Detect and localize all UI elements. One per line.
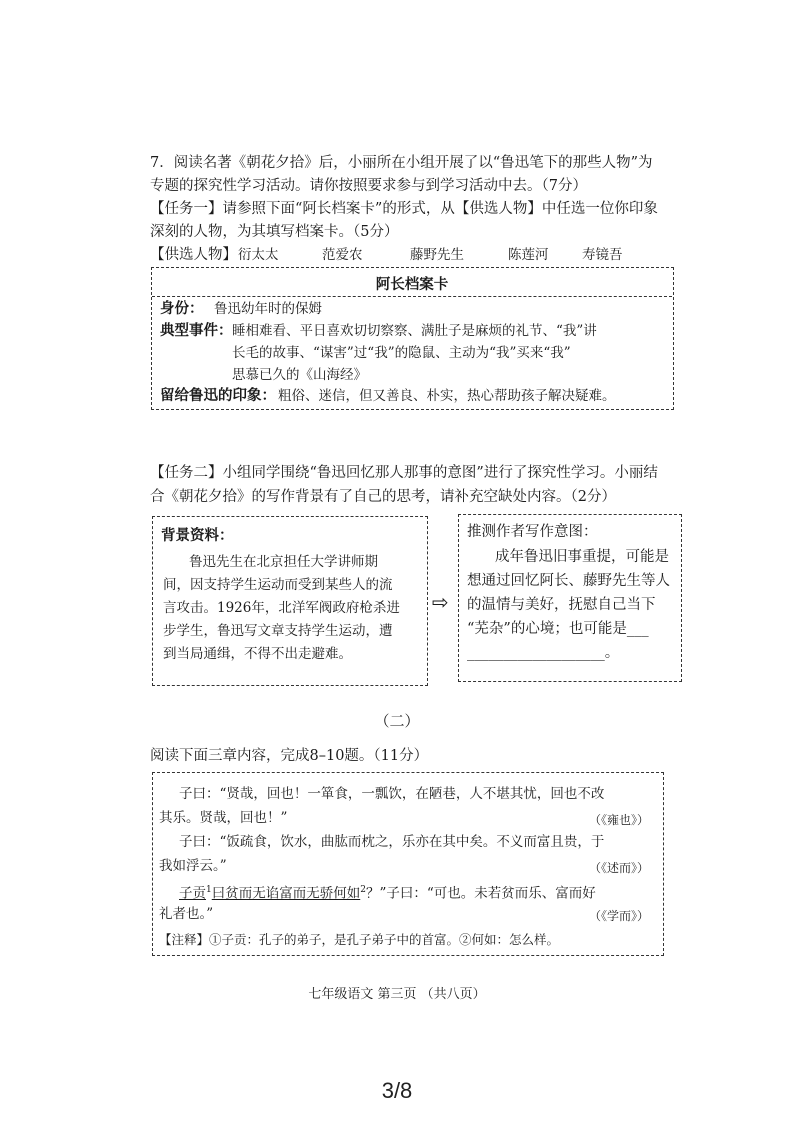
impression-value: 粗俗、迷信，但又善良、朴实，热心帮助孩子解决疑难。 [278, 388, 616, 404]
ch1-line1: 子曰：“贤哉，回也！一箪食，一瓢饮，在陋巷，人不堪其忧，回也不改 [179, 786, 605, 802]
ch2-line2: 我如浮云。” [159, 858, 227, 874]
section-heading: （二） [374, 712, 420, 730]
archive-card [151, 267, 674, 410]
guess-line-3: 的温情与美好，抚慰自己当下 [467, 597, 656, 613]
background-title: 背景资料： [161, 527, 234, 544]
background-line-1: 鲁迅先生在北京担任大学讲师期 [189, 554, 378, 570]
guess-line-1: 成年鲁迅旧事重提，可能是 [495, 549, 669, 565]
page-footer: 七年级语文 第三页 （共八页） [308, 987, 486, 1002]
archive-card-title: 阿长档案卡 [375, 276, 449, 293]
task1-line2: 深刻的人物，为其填写档案卡。（5分） [150, 224, 399, 240]
events-line3: 思慕已久的《山海经》 [232, 367, 367, 383]
background-line-4: 步学生，鲁迅写文章支持学生运动，遭 [163, 623, 393, 639]
task1-line1: 【任务一】请参照下面“阿长档案卡”的形式，从【供选人物】中任选一位你印象 [150, 201, 658, 217]
identity-label: 身份： [160, 300, 204, 317]
background-line-5: 到当局通缉，不得不出走避难。 [163, 646, 352, 662]
events-label: 典型事件： [160, 322, 233, 339]
candidate-5: 寿镜吾 [582, 247, 623, 263]
guess-box [458, 514, 682, 682]
ch3-source: （《学而》） [588, 909, 649, 923]
ch3-mid: 曰贫而无谄富而无骄何如 [211, 885, 361, 902]
guess-line-2: 想通过回忆阿长、藤野先生等人 [467, 573, 670, 589]
arrow-right-icon: ⇨ [432, 590, 449, 614]
ch3-line2: 礼者也。” [159, 906, 214, 922]
events-line1: 睡相难看、平日喜欢切切察察、满肚子是麻烦的礼节、“我”讲 [232, 323, 597, 339]
section2-intro: 阅读下面三章内容，完成8–10题。（11分） [150, 748, 429, 764]
q7-line2: 专题的探究性学习活动。请你按照要求参与到学习活动中去。（7分） [150, 178, 587, 194]
ch3-sup2: 2 [360, 885, 366, 895]
guess-blank-end: ___________________。 [467, 645, 620, 661]
archive-card-divider [152, 296, 672, 297]
ch3-name: 子贡 [179, 885, 206, 902]
task2-line1: 【任务二】小组同学围绕“鲁迅回忆那人那事的意图”进行了探究性学习。小丽结 [150, 465, 658, 481]
ch3-sup1: 1 [206, 885, 212, 895]
candidate-4: 陈莲河 [508, 247, 549, 263]
events-line2: 长毛的故事、“谋害”过“我”的隐鼠、主动为“我”买来“我” [232, 345, 571, 361]
ch3-rest: ？”子曰：“可也。未若贫而乐、富而好 [365, 885, 596, 902]
ch2-source: （《述而》） [588, 861, 649, 875]
guess-line-4: “芜杂”的心境；也可能是___ [467, 621, 649, 637]
candidates-label: 【供选人物】 [150, 247, 237, 263]
annotation-note: 【注释】①子贡：孔子的弟子，是孔子弟子中的首富。②何如：怎么样。 [159, 932, 560, 947]
candidate-1: 衍太太 [238, 247, 279, 263]
impression-label: 留给鲁迅的印象： [160, 387, 276, 404]
ch1-source: （《雍也》） [588, 813, 649, 827]
task2-line2: 合《朝花夕拾》的写作背景有了自己的思考，请补充空缺处内容。（2分） [150, 489, 616, 505]
ch1-line2: 其乐。贤哉，回也！” [159, 810, 288, 826]
analects-box [152, 772, 664, 956]
guess-title: 推测作者写作意图： [467, 524, 598, 540]
candidate-3: 藤野先生 [410, 247, 464, 263]
background-box [152, 516, 428, 686]
identity-value: 鲁迅幼年时的保姆 [214, 301, 322, 317]
page-counter: 3/8 [381, 1078, 413, 1103]
q7-line1: 7．阅读名著《朝花夕拾》后，小丽所在小组开展了以“鲁迅笔下的那些人物”为 [150, 155, 653, 171]
candidate-2: 范爱农 [322, 247, 363, 263]
ch2-line1: 子曰：“饭疏食，饮水，曲肱而枕之，乐亦在其中矣。不义而富且贵，于 [179, 834, 605, 850]
ch3-line1 [179, 879, 596, 905]
background-line-3: 言攻击。1926年，北洋军阀政府枪杀进 [163, 600, 400, 616]
background-line-2: 间，因支持学生运动而受到某些人的流 [163, 577, 393, 593]
